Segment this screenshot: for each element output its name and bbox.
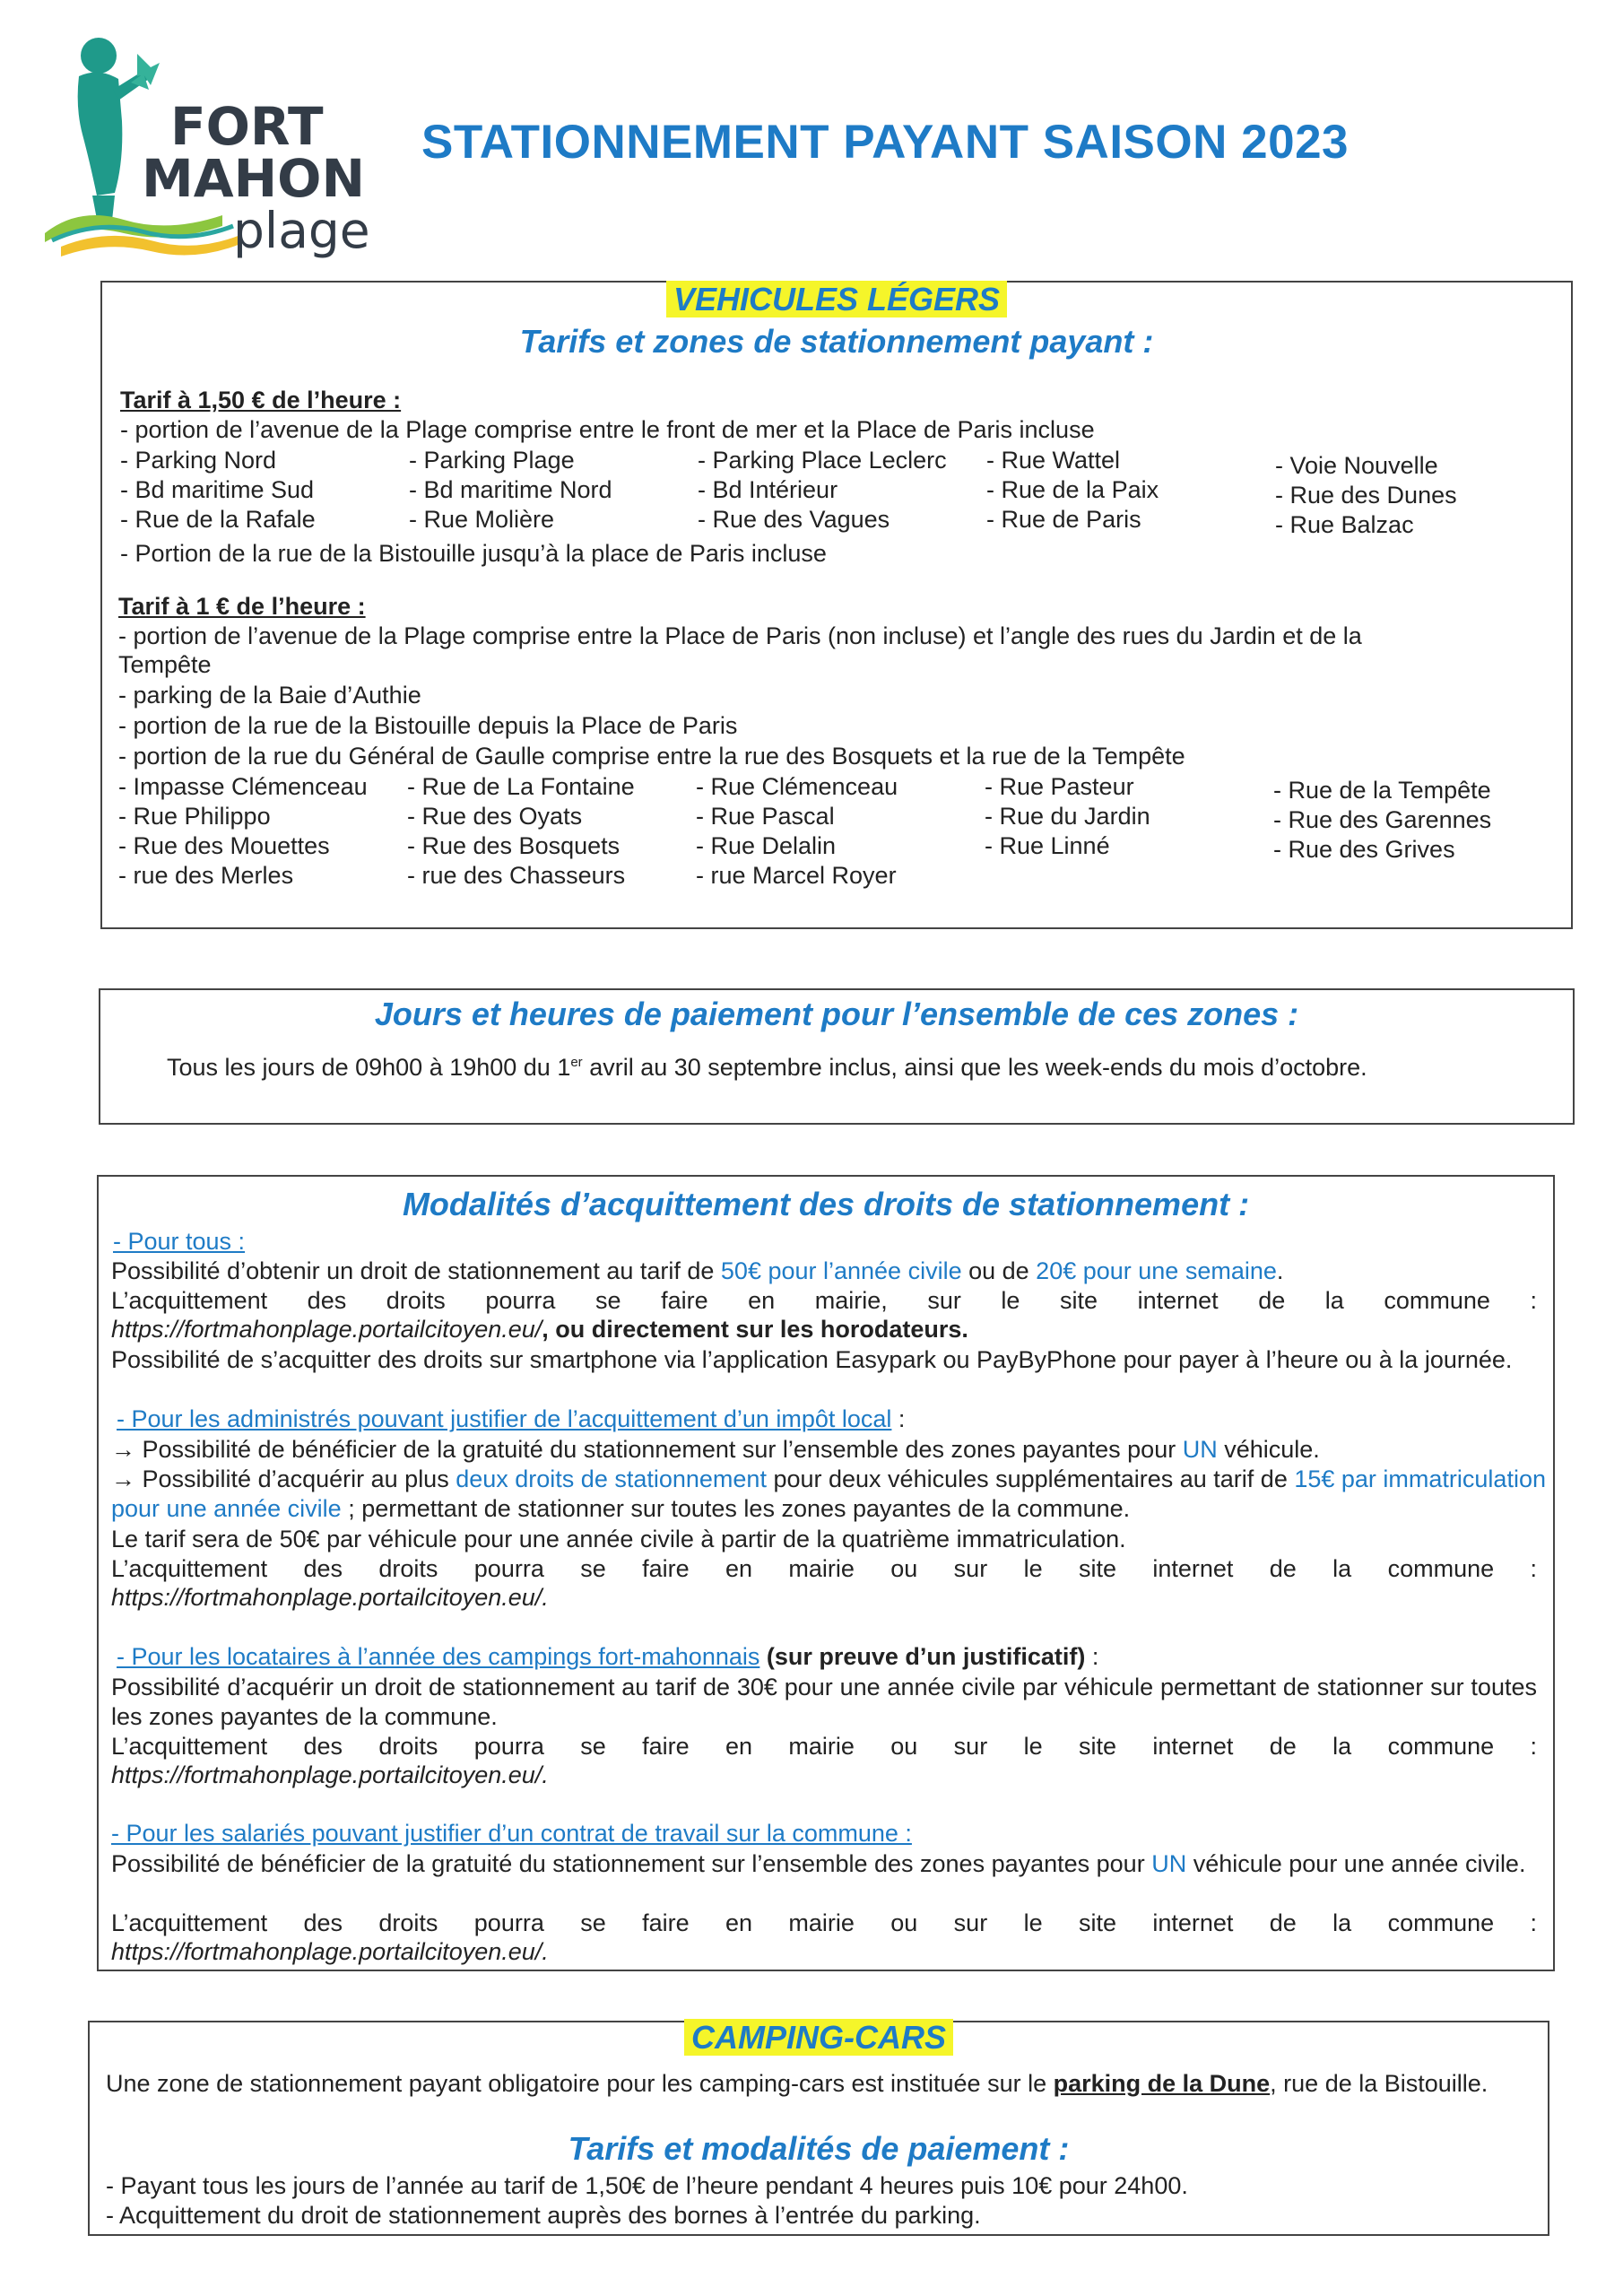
street-item: - rue Marcel Royer xyxy=(696,862,897,889)
pour-tous-p2: L’acquittement des droits pourra se faire en mairie, sur le site internet de la commune : xyxy=(111,1287,1537,1314)
subheading-tarifs-modalites: Tarifs et modalités de paiement : xyxy=(568,2130,1070,2167)
cc-line-2: - Acquittement du droit de stationnement auprès des bornes à l’entrée du parking. xyxy=(106,2202,981,2229)
admin-p1 xyxy=(111,1435,1320,1464)
pour-tous-label: - Pour tous : xyxy=(113,1228,246,1255)
section-heading xyxy=(90,2019,1548,2057)
admin-label xyxy=(117,1405,905,1433)
text: → Possibilité d’acquérir au plus xyxy=(111,1465,456,1492)
fort-mahon-logo xyxy=(43,36,393,260)
section-vehicules-legers xyxy=(100,281,1573,929)
text-blue: UN xyxy=(1151,1850,1187,1877)
text-blue: UN xyxy=(1182,1436,1218,1463)
tarif-150-label: Tarif à 1,50 € de l’heure : xyxy=(120,387,402,413)
street-column xyxy=(1275,446,1564,540)
section-jours-heures xyxy=(99,988,1575,1125)
salaries-label: - Pour les salariés pouvant justifier d’un contrat de travail sur la commune : xyxy=(111,1820,912,1847)
text: Possibilité d’obtenir un droit de stationnement au tarif de xyxy=(111,1257,721,1284)
street-column xyxy=(409,446,698,540)
cc-line-1: - Payant tous les jours de l’année au tarif de 1,50€ de l’heure pendant 4 heures puis 10€ pour 24h00. xyxy=(106,2172,1188,2199)
page-title: STATIONNEMENT PAYANT SAISON 2023 xyxy=(421,116,1350,169)
tarif-1-street-grid xyxy=(118,772,1562,891)
street-item: - Rue des Mouettes xyxy=(118,832,330,859)
tarif-1-line-gaulle: - portion de la rue du Général de Gaulle comprise entre la rue des Bosquets et la rue de la Tempête xyxy=(118,743,1185,770)
admin-p2 xyxy=(111,1465,1546,1524)
street-item: - Rue Delalin xyxy=(696,832,837,859)
text: , rue de la Bistouille. xyxy=(1270,2070,1488,2097)
locataires-p2: L’acquittement des droits pourra se faire en mairie ou sur le site internet de la commune : xyxy=(111,1733,1537,1760)
salaries-p2: L’acquittement des droits pourra se faire en mairie ou sur le site internet de la commune : xyxy=(111,1909,1537,1936)
text-blue: 50€ pour l’année civile xyxy=(720,1257,962,1284)
salaries-p1 xyxy=(111,1849,1537,1879)
street-item: - Rue Wattel xyxy=(986,447,1121,474)
tarif-1-line-baie: - parking de la Baie d’Authie xyxy=(118,682,421,709)
street-column xyxy=(407,772,696,891)
street-item: - Bd Intérieur xyxy=(698,476,838,503)
street-item: - Rue de la Paix xyxy=(986,476,1159,503)
cc-p1 xyxy=(106,2069,1532,2099)
text-blue: 20€ pour une semaine xyxy=(1036,1257,1277,1284)
street-item: - Rue des Vagues xyxy=(698,506,890,533)
jours-text-b: avril au 30 septembre inclus, ainsi que les week-ends du mois d’octobre. xyxy=(582,1054,1367,1081)
section-camping-cars xyxy=(88,2021,1549,2236)
street-column xyxy=(1273,772,1562,891)
jours-text xyxy=(167,1053,1367,1082)
street-item: - Rue Molière xyxy=(409,506,555,533)
pour-tous-p3: Possibilité de s’acquitter des droits sur smartphone via l’application Easypark ou PayByPhone pour payer à l’heure ou à la journée. xyxy=(111,1346,1513,1373)
logo-line-1: FORT xyxy=(170,96,324,157)
street-item: - Rue de la Rafale xyxy=(120,506,316,533)
street-item: - Rue Linné xyxy=(985,832,1110,859)
text: Possibilité de bénéficier de la gratuité du stationnement sur l’ensemble des zones payantes pour xyxy=(111,1850,1152,1877)
street-item: - Parking Place Leclerc xyxy=(698,447,947,474)
street-item: - Rue Philippo xyxy=(118,803,271,830)
street-item: - Rue des Bosquets xyxy=(407,832,621,859)
street-item: - Rue Pasteur xyxy=(985,773,1134,800)
locataires-p1: Possibilité d’acquérir un droit de stationnement au tarif de 30€ pour une année civile par véhicule permettant de stationner sur toutes les zones payantes de la commune. xyxy=(111,1674,1537,1730)
heading-jours-heures: Jours et heures de paiement pour l’ensemble de ces zones : xyxy=(374,996,1299,1032)
street-column xyxy=(985,772,1273,891)
text: : xyxy=(1085,1643,1099,1670)
text-bold: (sur preuve d’un justificatif) xyxy=(759,1643,1086,1670)
street-item: - rue des Merles xyxy=(118,862,294,889)
admin-label-text: - Pour les administrés pouvant justifier de l’acquittement d’un impôt local xyxy=(117,1405,892,1432)
url-text: https://fortmahonplage.portailcitoyen.eu/ xyxy=(111,1316,542,1343)
street-item: - Voie Nouvelle xyxy=(1275,452,1438,479)
section-heading xyxy=(102,281,1571,318)
street-column xyxy=(698,446,986,540)
street-item: - Rue Balzac xyxy=(1275,511,1414,538)
street-item: - Rue Clémenceau xyxy=(696,773,898,800)
street-item: - Rue de Paris xyxy=(986,506,1141,533)
tarif-1-line-bistouille: - portion de la rue de la Bistouille depuis la Place de Paris xyxy=(118,712,738,739)
text: . xyxy=(1276,1257,1284,1284)
tarif-150-line-avenue: - portion de l’avenue de la Plage comprise entre le front de mer et la Place de Paris incluse xyxy=(120,416,1095,443)
street-column xyxy=(118,772,407,891)
street-item: - Parking Plage xyxy=(409,447,575,474)
street-item: - Rue des Dunes xyxy=(1275,482,1457,509)
tarif-150-line-bistouille: - Portion de la rue de la Bistouille jusqu’à la place de Paris incluse xyxy=(120,540,827,567)
street-item: - Bd maritime Sud xyxy=(120,476,315,503)
text: : xyxy=(891,1405,906,1432)
tarif-1-label: Tarif à 1 € de l’heure : xyxy=(118,593,366,620)
jours-text-sup: er xyxy=(570,1055,583,1070)
salaries-url: https://fortmahonplage.portailcitoyen.eu/. xyxy=(111,1938,549,1965)
street-item: - Rue de la Tempête xyxy=(1273,777,1491,804)
text-bold: parking de la Dune xyxy=(1053,2070,1271,2097)
text: ou de xyxy=(961,1257,1037,1284)
text: véhicule pour une année civile. xyxy=(1186,1850,1526,1877)
street-column xyxy=(986,446,1275,540)
tarif-150-street-grid xyxy=(120,446,1564,540)
street-item: - Rue des Grives xyxy=(1273,836,1455,863)
admin-p3: Le tarif sera de 50€ par véhicule pour une année civile à partir de la quatrième immatriculation. xyxy=(111,1526,1126,1552)
subheading-tarifs-zones: Tarifs et zones de stationnement payant : xyxy=(519,323,1154,360)
street-item: - Rue des Garennes xyxy=(1273,806,1492,833)
section-modalites xyxy=(97,1175,1555,1971)
locataires-label-text: - Pour les locataires à l’année des campings fort-mahonnais xyxy=(117,1643,760,1670)
heading-modalites: Modalités d’acquittement des droits de stationnement : xyxy=(402,1186,1250,1222)
street-column xyxy=(120,446,409,540)
text-blue: 15€ par immatriculation pour une année civile xyxy=(111,1465,1546,1522)
locataires-label xyxy=(117,1642,1098,1671)
jours-text-a: Tous les jours de 09h00 à 19h00 du 1 xyxy=(167,1054,571,1081)
admin-url: https://fortmahonplage.portailcitoyen.eu/. xyxy=(111,1584,549,1611)
street-item: - Rue du Jardin xyxy=(985,803,1150,830)
text: → Possibilité de bénéficier de la gratuité du stationnement sur l’ensemble des zones payantes pour xyxy=(111,1436,1183,1463)
pour-tous-p1 xyxy=(111,1257,1283,1285)
heading-vehicules-legers: VEHICULES LÉGERS xyxy=(666,281,1007,317)
text: pour deux véhicules supplémentaires au tarif de xyxy=(766,1465,1295,1492)
locataires-url: https://fortmahonplage.portailcitoyen.eu/. xyxy=(111,1761,549,1788)
street-column xyxy=(696,772,985,891)
logo-line-3: plage xyxy=(233,202,370,259)
admin-p4: L’acquittement des droits pourra se faire en mairie ou sur le site internet de la commune : xyxy=(111,1555,1537,1582)
street-item: - Parking Nord xyxy=(120,447,277,474)
tarif-1-line-avenue: - portion de l’avenue de la Plage comprise entre la Place de Paris (non incluse) et l’angle des rues du Jardin et de la xyxy=(118,622,1362,649)
street-item: - rue des Chasseurs xyxy=(407,862,626,889)
street-item: - Rue de La Fontaine xyxy=(407,773,635,800)
text-bold: , ou directement sur les horodateurs. xyxy=(542,1316,968,1343)
text: ; permettant de stationner sur toutes les zones payantes de la commune. xyxy=(341,1494,1131,1522)
street-item: - Bd maritime Nord xyxy=(409,476,612,503)
street-item: - Impasse Clémenceau xyxy=(118,773,368,800)
text: Une zone de stationnement payant obligatoire pour les camping-cars est instituée sur le xyxy=(106,2070,1054,2097)
text: véhicule. xyxy=(1217,1436,1320,1463)
pour-tous-url xyxy=(111,1315,968,1344)
text-blue: deux droits de stationnement xyxy=(456,1465,767,1492)
tarif-1-line-avenue-cont: Tempête xyxy=(118,651,212,678)
street-item: - Rue des Oyats xyxy=(407,803,583,830)
street-item: - Rue Pascal xyxy=(696,803,835,830)
heading-camping-cars: CAMPING-CARS xyxy=(684,2019,953,2056)
logo-line-2: MAHON xyxy=(142,148,365,209)
